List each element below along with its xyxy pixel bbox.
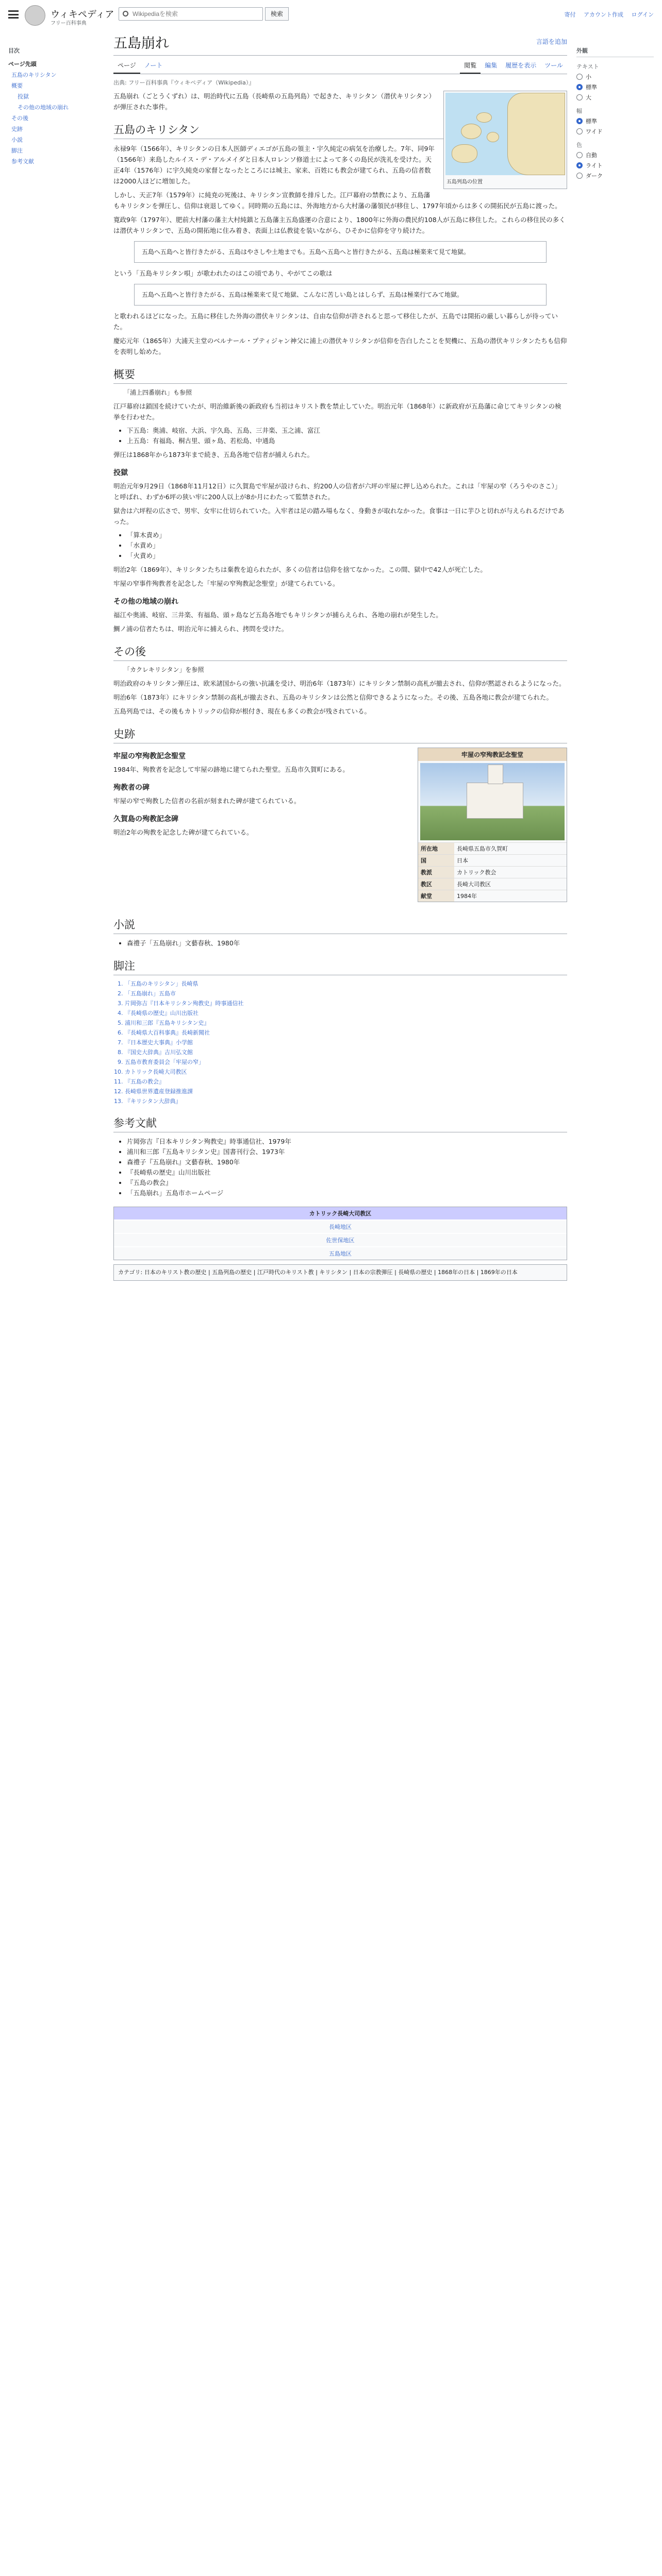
infobox-row [418,867,567,878]
bibliography-item[interactable]: • 浦川和三郎『五島キリシタン史』国書刊行会、1973年 [127,1147,567,1157]
width-option-standard[interactable]: 標準 [576,117,654,125]
main-menu-icon[interactable] [8,10,19,19]
infobox-value[interactable]: 長崎大司教区 [454,878,567,890]
toc-item[interactable]: 五島のキリシタン [11,72,57,78]
bibliography-list [127,1137,567,1198]
section-heading: 脚注 [113,958,567,975]
width-option-wide[interactable]: ワイド [576,127,654,135]
navbox-title[interactable]: カトリック長崎大司教区 [114,1207,567,1219]
list-item: • 「火責め」 [127,551,567,561]
text-size-option-standard[interactable]: 標準 [576,83,654,91]
brand-name[interactable]: ウィキペディア [51,9,114,20]
infobox-title: 牢屋の窄殉教記念聖堂 [418,748,567,761]
navbox-row[interactable]: 長崎地区 [114,1219,567,1233]
toc-title: 目次 [8,47,20,54]
section-heading: 史跡 [113,726,567,743]
paragraph: 明治2年の殉教を記念した碑が建てられている。 [113,828,253,836]
bibliography-item[interactable]: • 森禮子『五島崩れ』文藝春秋、1980年 [127,1157,567,1167]
login-link[interactable]: ログイン [631,11,654,18]
toc-item[interactable]: 概要 [11,82,23,89]
bibliography-item[interactable]: • 『長崎県の歴史』山川出版社 [127,1167,567,1178]
toc-item[interactable]: 脚注 [11,147,23,154]
infobox-key: 所在地 [418,843,454,855]
reference-item[interactable]: 2. 「五島崩れ」五島市 [125,989,567,998]
user-links [558,10,654,19]
section-heading: 参考文献 [113,1115,567,1132]
appearance-title: 外観 [576,46,654,57]
toc-item[interactable]: 史跡 [11,126,23,132]
blockquote: 五島へ五島へと皆行きたがる、五島はやさしや土地までも。五島へ五島へと皆行きたがる、五島は極楽来て見て地獄。 [134,241,547,263]
blockquote: 五島へ五島へと皆行きたがる、五島は極楽来て見て地獄、こんなに苦しい島とはしらず、五島は極楽行てみて地獄。 [134,284,547,306]
donate-link[interactable]: 寄付 [564,11,576,18]
intro-paragraph: 五島崩れ（ごとうくずれ）は、明治時代に五島（長崎県の五島列島）で起きた、キリシタン（潜伏キリシタン）が弾圧された事件。 [113,92,436,111]
color-option-light[interactable]: ライト [576,161,654,170]
paragraph: 弾圧は1868年から1873年まで続き、五島各地で信者が捕えられた。 [113,451,314,459]
toc-item[interactable]: その後 [11,115,28,122]
paragraph: 牢屋の窄事件殉教者を記念した「牢屋の窄殉教記念聖堂」が建てられている。 [113,580,339,587]
article [113,32,567,1281]
reference-item[interactable]: 4. 『長崎県の歴史』山川出版社 [125,1009,567,1018]
infobox-value[interactable]: 1984年 [454,890,567,902]
section-heading: 小説 [113,917,567,934]
color-option-dark[interactable]: ダーク [576,172,654,180]
subsection-heading: 久賀島の殉教記念碑 [113,815,178,823]
tab-edit[interactable]: 編集 [485,62,498,69]
paragraph: 寛政9年（1797年）、肥前大村藩の藩主大村純鎮と五島藩主五島盛運の合意により、1800年に外海の農民約108人が五島に移住した。これらの移住民の多くは潜伏キリシタンで、五島の開拓地に住み着き、表面上は仏教徒を装いながら、ひそかに信仰を守り続けた。 [113,216,566,234]
brand-tagline: フリー百科事典 [51,21,87,26]
paragraph: 牢屋の窄で殉教した信者の名前が刻まれた碑が建てられている。 [113,797,301,805]
infobox-row [418,843,567,855]
infobox-key: 教派 [418,867,454,878]
toc-item[interactable]: その他の地域の崩れ [18,104,69,111]
paragraph: 1984年、殉教者を記念して牢屋の跡地に建てられた聖堂。五島市久賀町にある。 [113,766,349,773]
infobox [418,748,567,902]
bibliography-item[interactable]: • 「五島崩れ」五島市ホームページ [127,1188,567,1198]
bullet-list [127,938,567,948]
map-caption: 五島列島の位置 [446,179,483,185]
location-map[interactable] [445,93,565,175]
references-list [125,979,567,1106]
reference-item[interactable]: 7. 『日本歴史大事典』小学館 [125,1038,567,1047]
paragraph: 福江や奥浦、岐宿、三井楽、有福島、頭ヶ島など五島各地でもキリシタンが捕らえられ、各地の崩れが発生した。 [113,611,442,619]
infobox-row [418,890,567,902]
search-button[interactable]: 検索 [265,7,289,21]
width-label: 幅 [576,108,582,114]
paragraph: 獄舎は六坪程の広さで、男牢、女牢に仕切られていた。入牢者は足の踏み場もなく、身動きが取れなかった。食事は一日に芋ひと切れが与えられるだけであった。 [113,507,565,526]
paragraph: 明治政府のキリシタン弾圧は、欧米諸国からの強い抗議を受け、明治6年（1873年）にキリシタン禁制の高札が撤去され、信仰が黙認されるようになった。 [113,680,566,687]
reference-item[interactable]: 8. 『国史大辞典』吉川弘文館 [125,1048,567,1057]
page-tabs [113,58,567,74]
reference-item[interactable]: 9. 五島市教育委員会「牢屋の窄」 [125,1058,567,1066]
paragraph: 慶応元年（1865年）大浦天主堂のベルナール・プティジャン神父に浦上の潜伏キリシタンが信仰を告白したことを契機に、五島の潜伏キリシタンたちも信仰を表明し始めた。 [113,337,567,355]
infobox-row [418,878,567,890]
create-account-link[interactable]: アカウント作成 [584,11,624,18]
navbox-row[interactable]: 五島地区 [114,1246,567,1260]
bibliography-item[interactable]: • 『五島の教会』 [127,1178,567,1188]
reference-item[interactable]: 1. 「五島のキリシタン」長崎県 [125,979,567,988]
reference-item[interactable]: 13. 『キリシタン大辞典』 [125,1097,567,1106]
reference-item[interactable]: 6. 『長崎県大百科事典』長崎新聞社 [125,1028,567,1037]
section-heading: 五島のキリシタン [113,122,567,139]
toc-item[interactable]: 投獄 [18,93,29,100]
paragraph: 江戸幕府は鎖国を続けていたが、明治維新後の新政府も当初はキリスト教を禁止していた。明治元年（1868年）に新政府が五島藩に命じてキリシタンの検挙を行わせた。 [113,402,561,421]
infobox-value[interactable]: 日本 [454,855,567,867]
infobox-key: 国 [418,855,454,867]
church-photo[interactable] [420,763,565,840]
bullet-list [127,530,567,561]
subsection-heading: 殉教者の碑 [113,784,150,792]
tab-history[interactable]: 履歴を表示 [505,62,537,69]
wikipedia-logo[interactable] [25,5,45,26]
reference-item[interactable]: 3. 片岡弥吉『日本キリシタン殉教史』時事通信社 [125,999,567,1008]
from-line: 出典: フリー百科事典『ウィキペディア（Wikipedia）』 [113,79,255,86]
toc-item[interactable]: 小説 [11,137,23,143]
tab-page[interactable]: ページ [113,58,140,74]
page-title: 五島崩れ [113,32,567,56]
infobox-key: 献堂 [418,890,454,902]
infobox-value[interactable]: カトリック教会 [454,867,567,878]
navbox [113,1207,567,1260]
paragraph: 明治2年（1869年）、キリシタンたちは棄教を迫られたが、多くの信者は信仰を捨てなかった。この間、獄中で42人が死亡した。 [113,566,487,573]
toc-item[interactable]: ページ先頭 [8,61,37,67]
paragraph: 明治6年（1873年）にキリシタン禁制の高札が撤去され、五島のキリシタンは公然と信仰できるようになった。その後、五島各地に教会が建てられた。 [113,693,553,701]
map-figure [443,91,567,189]
text-size-label: テキスト [576,63,599,70]
list-item: • 森禮子「五島崩れ」文藝春秋、1980年 [127,938,567,948]
text-size-option-large[interactable]: 大 [576,93,654,101]
color-label: 色 [576,142,582,148]
paragraph: と歌われるほどになった。五島に移住した外海の潜伏キリシタンは、自由な信仰が許されると思って移住したが、五島では開拓の厳しい暮らしが待っていた。 [113,312,558,331]
paragraph: という「五島キリシタン唄」が歌われたのはこの頃であり、やがてこの歌は [113,269,333,277]
search-input[interactable] [119,7,263,21]
navbox-row[interactable]: 佐世保地区 [114,1233,567,1246]
paragraph: 永禄9年（1566年）、キリシタンの日本人医師ディエゴが五島の領主・宇久純定の病気を治療した。7年、同9年（1566年）来島したルイス・デ・アルメイダと日本人ロレンソ修道士によって多くの島民が洗礼を受けた。天正4年（1576年）に宇久純尭の家督となったところには城主、家来、百姓にも教会が建てられ、五島の信者数は2000人ほどに増加した。 [113,145,435,185]
toc-item[interactable]: 参考文献 [11,158,34,165]
text-size-option-small[interactable]: 小 [576,73,654,81]
infobox-key: 教区 [418,878,454,890]
paragraph: 明治元年9月29日（1868年11月12日）に久賀島で牢屋が設けられ、約200人の信者が六坪の牢屋に押し込められた。これは「牢屋の窄（ろうやのさこ）」と呼ばれ、わずか6坪の狭い牢に200人以上が8か月にわたって監禁された。 [113,482,561,501]
subsection-heading: 牢屋の窄殉教記念聖堂 [113,752,186,760]
reference-item[interactable]: 12. 長崎県世界遺産登録推進課 [125,1087,567,1096]
bullet-list [127,426,567,446]
toc-sidebar [8,46,86,167]
tab-read[interactable]: 閲覧 [460,58,481,74]
header [0,0,662,31]
paragraph: しかし、天正7年（1579年）に純尭の死後は、キリシタン宣教師を排斥した。江戸幕府の禁教により、五島藩もキリシタンを弾圧し、信仰は衰退してゆく。同時期の五島には、外海地方から大村藩の藩領民が移住し、1797年頃からは多くの開拓民が五島に渡った。 [113,191,561,210]
reference-item[interactable]: 11. 『五島の教会』 [125,1077,567,1086]
infobox-row [418,855,567,867]
infobox-value[interactable]: 長崎県五島市久賀町 [454,843,567,855]
paragraph: 鯛ノ浦の信者たちは、明治元年に捕えられ、拷問を受けた。 [113,625,288,633]
hatnote[interactable]: 「浦上四番崩れ」も参照 [124,389,192,396]
appearance-panel [576,46,654,182]
reference-item[interactable]: 5. 浦川和三郎『五島キリシタン史』 [125,1019,567,1027]
tab-talk[interactable]: ノート [144,62,163,69]
reference-item[interactable]: 10. カトリック長崎大司教区 [125,1067,567,1076]
bibliography-item[interactable]: • 片岡弥吉『日本キリシタン殉教史』時事通信社、1979年 [127,1137,567,1147]
list-item: • 下五島：奥浦、岐宿、大浜、宇久島、五島、三井楽、玉之浦、富江 [127,426,567,436]
section-heading: その後 [113,643,567,661]
color-option-auto[interactable]: 自動 [576,151,654,159]
subsection-heading: 投獄 [113,469,128,477]
list-item: • 「水責め」 [127,540,567,551]
subsection-heading: その他の地域の崩れ [113,598,178,606]
section-heading: 概要 [113,366,567,384]
category-links[interactable]: カテゴリ: 日本のキリスト教の歴史 | 五島列島の歴史 | 江戸時代のキリスト教 | キリシタン | 日本の宗教弾圧 | 長崎県の歴史 | 1868年の日本 | 1869年の日本 [113,1264,567,1281]
language-button[interactable]: 言語を追加 [536,38,567,45]
paragraph: 五島列島では、その後もカトリックの信仰が根付き、現在も多くの教会が残されている。 [113,707,371,715]
list-item: • 上五島：有福島、桐古里、頭ヶ島、若松島、中通島 [127,436,567,446]
tab-tools[interactable]: ツール [544,62,563,69]
search-icon [123,11,128,16]
hatnote[interactable]: 「カクレキリシタン」を参照 [124,666,204,673]
list-item: • 「算木責め」 [127,530,567,540]
